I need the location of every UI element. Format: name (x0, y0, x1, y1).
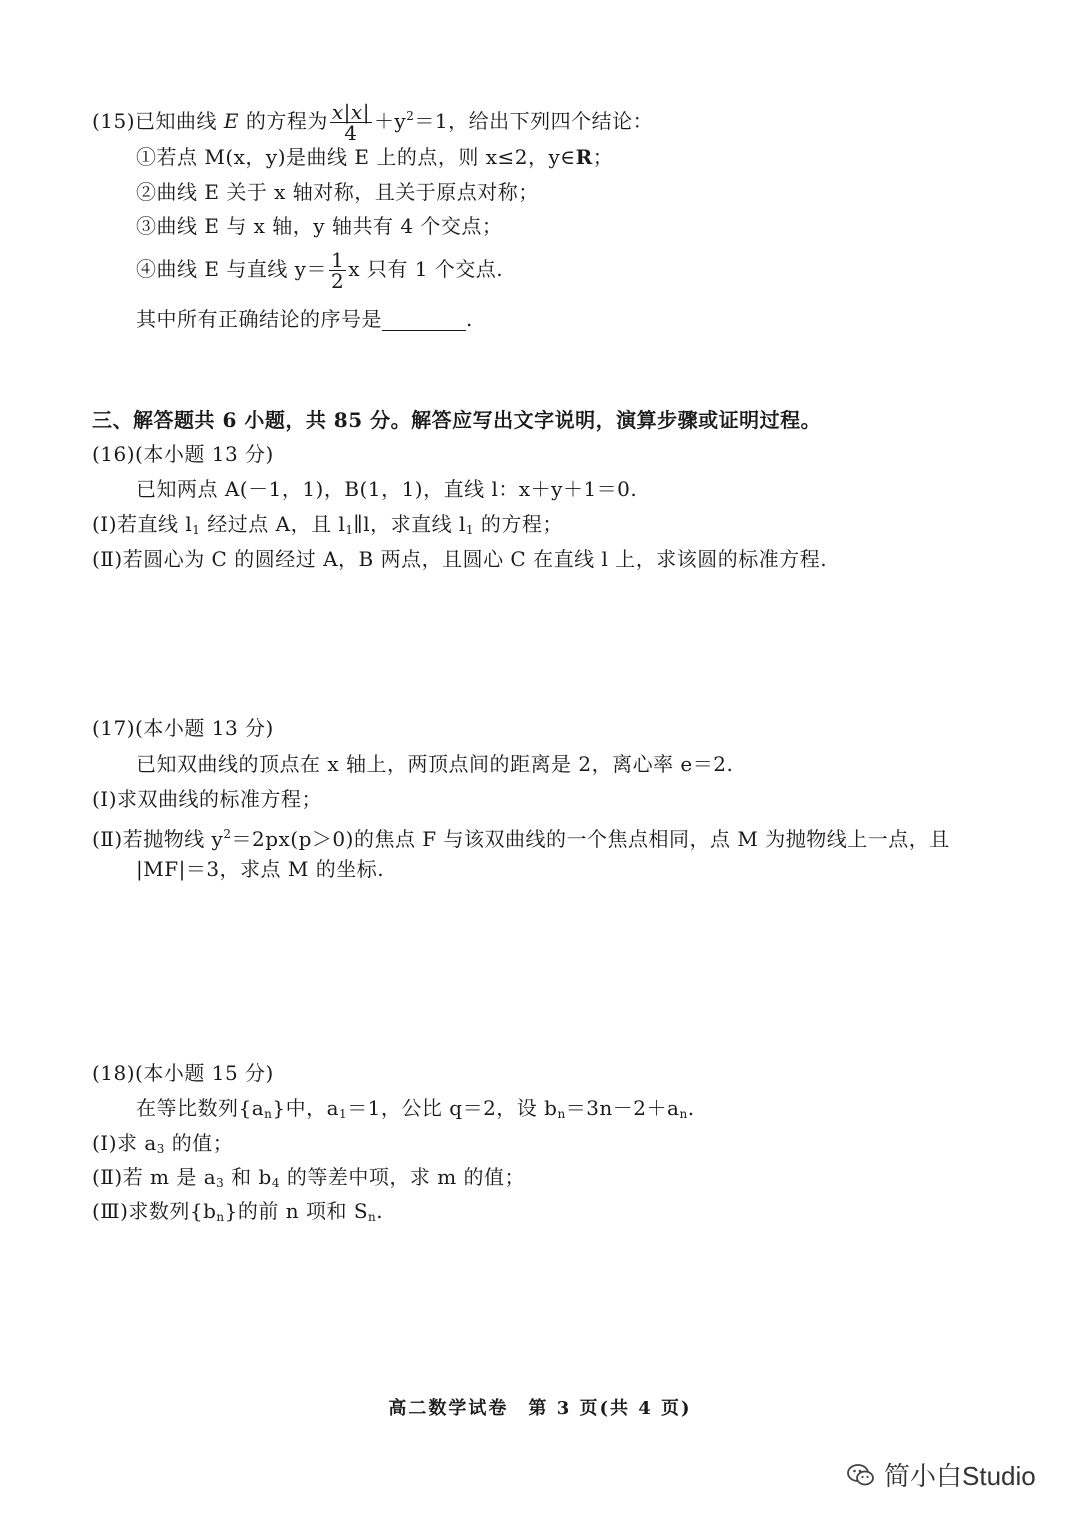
subscript: 3 (216, 1176, 225, 1190)
superscript: 2 (406, 109, 415, 123)
part-text: (Ⅱ)若抛物线 y (92, 827, 224, 851)
q18-part-2 (92, 1165, 525, 1195)
q15-text: (15)已知曲线 (92, 109, 224, 133)
stem-text: }中，a (272, 1096, 340, 1120)
q18-header: (18)(本小题 15 分) (92, 1061, 274, 1085)
item-text: x 只有 1 个交点. (348, 257, 504, 281)
part-text: 的值； (164, 1131, 234, 1155)
part-text: (Ⅰ)若直线 l (92, 512, 193, 536)
fraction-denominator: 4 (344, 121, 358, 145)
q17-header: (17)(本小题 13 分) (92, 716, 274, 740)
q15-item-3: ③曲线 E 与 x 轴，y 轴共有 4 个交点； (136, 214, 503, 238)
part-text: (Ⅱ)若 m 是 a (92, 1165, 217, 1189)
fraction-denominator: 2 (330, 269, 345, 293)
page-footer: 高二数学试卷 第 3 页(共 4 页) (388, 1398, 692, 1419)
q15-item-2: ②曲线 E 关于 x 轴对称，且关于原点对称； (136, 180, 539, 204)
q18-stem (136, 1096, 695, 1126)
part-text: . (376, 1199, 384, 1223)
q16-stem: 已知两点 A(－1，1)，B(1，1)，直线 l：x＋y＋1＝0. (136, 477, 638, 501)
q15-text: ＋y (373, 109, 407, 133)
fraction-numerator: x|x| (331, 100, 370, 124)
q18-part-3 (92, 1199, 383, 1229)
part-text: }的前 n 项和 S (224, 1199, 369, 1223)
item-text: ④曲线 E 与直线 y＝ (136, 257, 327, 281)
stem-text: ＝3n－2＋a (565, 1096, 680, 1120)
subscript: 1 (339, 1107, 348, 1121)
q17-stem: 已知双曲线的顶点在 x 轴上，两顶点间的距离是 2，离心率 e＝2. (136, 752, 734, 776)
part-text: 的等差中项，求 m 的值； (279, 1165, 526, 1189)
q15-item-1 (136, 145, 613, 169)
q17-part-1: (Ⅰ)求双曲线的标准方程； (92, 787, 323, 811)
stem-text: 在等比数列{a (136, 1096, 265, 1120)
q17-part-2-continued: |MF|＝3，求点 M 的坐标. (136, 857, 385, 881)
prompt-text: 其中所有正确结论的序号是 (136, 307, 382, 331)
real-set-symbol: R (575, 145, 593, 169)
item-text: ①若点 M(x，y)是曲线 E 上的点，则 x≤2，y∈ (136, 145, 576, 169)
part-text: ＝2px(p＞0)的焦点 F 与该双曲线的一个焦点相同，点 M 为抛物线上一点，且 (231, 827, 950, 851)
fraction-numerator: 1 (330, 248, 345, 272)
subscript: n (368, 1210, 377, 1224)
subscript: 1 (465, 523, 474, 537)
wechat-icon (846, 1462, 876, 1488)
q15-text: ＝1，给出下列四个结论： (414, 109, 654, 133)
subscript: n (264, 1107, 273, 1121)
subscript: 1 (192, 523, 201, 537)
answer-blank (382, 310, 466, 331)
q15-answer-prompt (136, 307, 473, 331)
q15-header (92, 96, 653, 143)
q15-curve-symbol: E (223, 109, 240, 133)
q16-header: (16)(本小题 13 分) (92, 442, 274, 466)
q16-part-2: (Ⅱ)若圆心为 C 的圆经过 A，B 两点，且圆心 C 在直线 l 上，求该圆的标准方程. (92, 547, 828, 571)
q16-part-1 (92, 512, 563, 542)
subscript: n (216, 1210, 225, 1224)
part-text: 和 b (224, 1165, 272, 1189)
stem-text: ＝1，公比 q＝2，设 b (347, 1096, 558, 1120)
part-text: ∥l，求直线 l (353, 512, 466, 536)
watermark-text: 简小白Studio (884, 1461, 1036, 1491)
q18-part-1 (92, 1131, 233, 1161)
q17-part-2 (92, 822, 950, 851)
superscript: 2 (223, 827, 232, 841)
item-text: ； (592, 145, 614, 169)
part-text: 经过点 A，且 l (200, 512, 346, 536)
stem-text: . (687, 1096, 695, 1120)
part-text: 的方程； (474, 512, 563, 536)
subscript: n (557, 1107, 566, 1121)
q15-item-4 (136, 248, 503, 291)
subscript: n (679, 1107, 688, 1121)
q15-half-fraction (329, 250, 346, 291)
watermark (846, 1456, 1036, 1493)
part-text: (Ⅲ)求数列{b (92, 1199, 217, 1223)
subscript: 1 (345, 523, 354, 537)
prompt-text: . (466, 307, 473, 331)
section-3-heading: 三、解答题共 6 小题，共 85 分。解答应写出文字说明，演算步骤或证明过程。 (92, 408, 822, 432)
subscript: 3 (156, 1142, 165, 1156)
q15-text: 的方程为 (239, 109, 328, 133)
q15-fraction (330, 102, 372, 143)
part-text: (Ⅰ)求 a (92, 1131, 157, 1155)
subscript: 4 (271, 1176, 280, 1190)
